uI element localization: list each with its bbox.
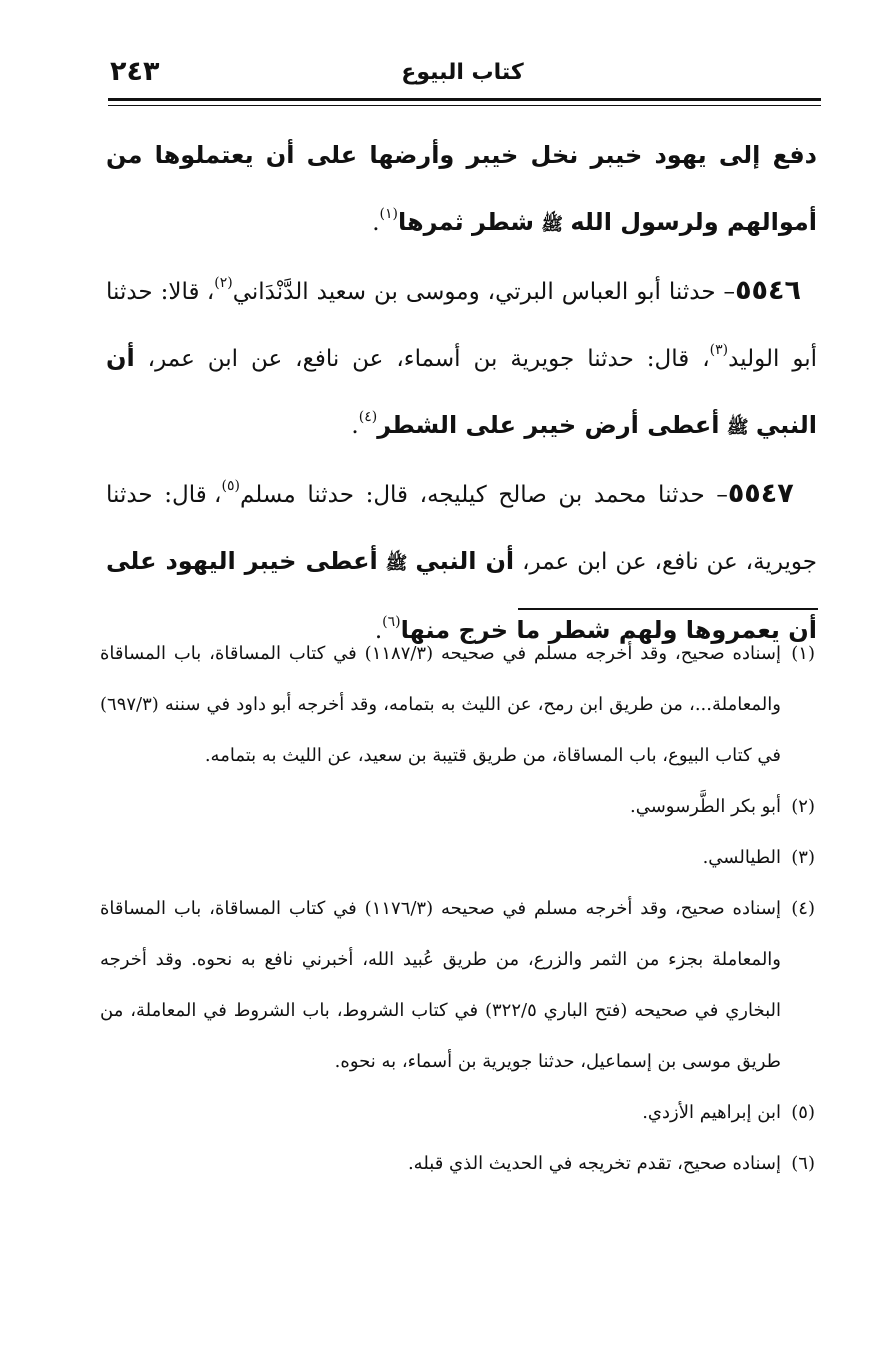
footnote-2 bbox=[100, 781, 815, 832]
footnote-ref[interactable]: (١) bbox=[379, 206, 398, 222]
salutation-glyph: ﷺ bbox=[726, 417, 749, 438]
isnad-text: – حدثنا محمد بن صالح كيليجه، قال: حدثنا مسلم bbox=[239, 482, 728, 508]
punctuation: . bbox=[374, 618, 383, 644]
footnotes bbox=[100, 628, 815, 1189]
footnote-label: (٤) bbox=[791, 898, 815, 919]
footnote-ref[interactable]: (٤) bbox=[358, 409, 378, 425]
hadith-number: ٥٥٤٧ bbox=[727, 478, 794, 509]
punctuation: . bbox=[351, 413, 359, 439]
footnote-ref[interactable]: (٦) bbox=[382, 614, 401, 630]
isnad-text: – حدثنا أبو العباس البرتي، وموسى بن سعيد الدَّنْدَاني bbox=[232, 279, 736, 305]
main-text bbox=[106, 122, 817, 664]
header-rule bbox=[108, 98, 821, 106]
footnote-label: (٥) bbox=[791, 1102, 815, 1123]
footnote-text: إسناده صحيح، وقد أخرجه مسلم في صحيحه (١١٨٧/٣) في كتاب المساقاة، باب المساقاة والمعاملة...، من طريق ابن رمح، عن الليث به بتمامه، وقد أخرجه أبو داود في سننه (٦٩٧/٣) في كتاب البيوع، باب المساقاة، من طريق قتيبة بن سعيد، عن الليث به بتمامه. bbox=[100, 643, 782, 766]
footnote-label: (٣) bbox=[791, 847, 815, 868]
matn-text: أن النبي bbox=[415, 547, 515, 575]
matn-text: أن النبي bbox=[106, 344, 817, 439]
footnote-text: إسناده صحيح، تقدم تخريجه في الحديث الذي قبله. bbox=[407, 1153, 781, 1174]
hadith-text: دفع إلى يهود خيبر نخل خيبر وأرضها على أن يعتملوها من أموالهم ولرسول الله bbox=[106, 141, 817, 236]
running-header bbox=[108, 56, 817, 98]
footnote-text: الطيالسي. bbox=[702, 847, 781, 868]
footnote-ref[interactable]: (٢) bbox=[214, 275, 233, 291]
chapter-title: كتاب البيوع bbox=[401, 60, 524, 85]
footnote-text: إسناده صحيح، وقد أخرجه مسلم في صحيحه (١١٧٦/٣) في كتاب المساقاة، باب المساقاة والمعاملة بجزء من الثمر والزرع، من طريق عُبيد الله، أخبرني نافع به نحوه. وقد أخرجه البخاري في صحيحه (فتح الباري ٣٢٢/٥) في كتاب الشروط، باب الشروط في المعاملة، من طريق موسى بن إسماعيل، حدثنا جويرية بن أسماء، به نحوه. bbox=[100, 898, 782, 1072]
footnote-1 bbox=[100, 628, 815, 781]
footnote-text: ابن إبراهيم الأزدي. bbox=[642, 1102, 781, 1123]
matn-text: أعطى أرض خيبر على الشطر bbox=[377, 411, 720, 439]
footnote-ref[interactable]: (٣) bbox=[709, 342, 729, 358]
footnote-3 bbox=[100, 832, 815, 883]
footnote-4 bbox=[100, 883, 815, 1087]
footnote-separator bbox=[518, 608, 818, 610]
isnad-text: ، قال: حدثنا جويرية، عن نافع، عن ابن عمر، bbox=[106, 482, 818, 575]
hadith-text: شطر ثمرها bbox=[398, 208, 534, 236]
footnote-6 bbox=[100, 1138, 815, 1189]
footnote-text: أبو بكر الطَّرسوسي. bbox=[629, 796, 781, 817]
page-number: ٢٤٣ bbox=[110, 56, 160, 87]
salutation-glyph: ﷺ bbox=[541, 214, 564, 235]
isnad-text: ، قال: حدثنا جويرية بن أسماء، عن نافع، عن ابن عمر، bbox=[147, 346, 710, 372]
punctuation: . bbox=[372, 210, 380, 236]
footnote-ref[interactable]: (٥) bbox=[221, 478, 240, 494]
footnote-label: (٦) bbox=[791, 1153, 815, 1174]
footnote-label: (٢) bbox=[791, 796, 815, 817]
hadith-number: ٥٥٤٦ bbox=[735, 275, 801, 306]
footnote-label: (١) bbox=[791, 643, 815, 664]
footnote-5 bbox=[100, 1087, 815, 1138]
paragraph-continuation bbox=[106, 122, 817, 258]
salutation-glyph: ﷺ bbox=[385, 553, 408, 574]
hadith-5546 bbox=[106, 258, 817, 461]
isnad-text: ، قالا: حدثنا أبو الوليد bbox=[106, 279, 818, 372]
matn-text: أعطى خيبر اليهود على أن يعمروها ولهم شطر ما خرج منها bbox=[106, 547, 817, 644]
